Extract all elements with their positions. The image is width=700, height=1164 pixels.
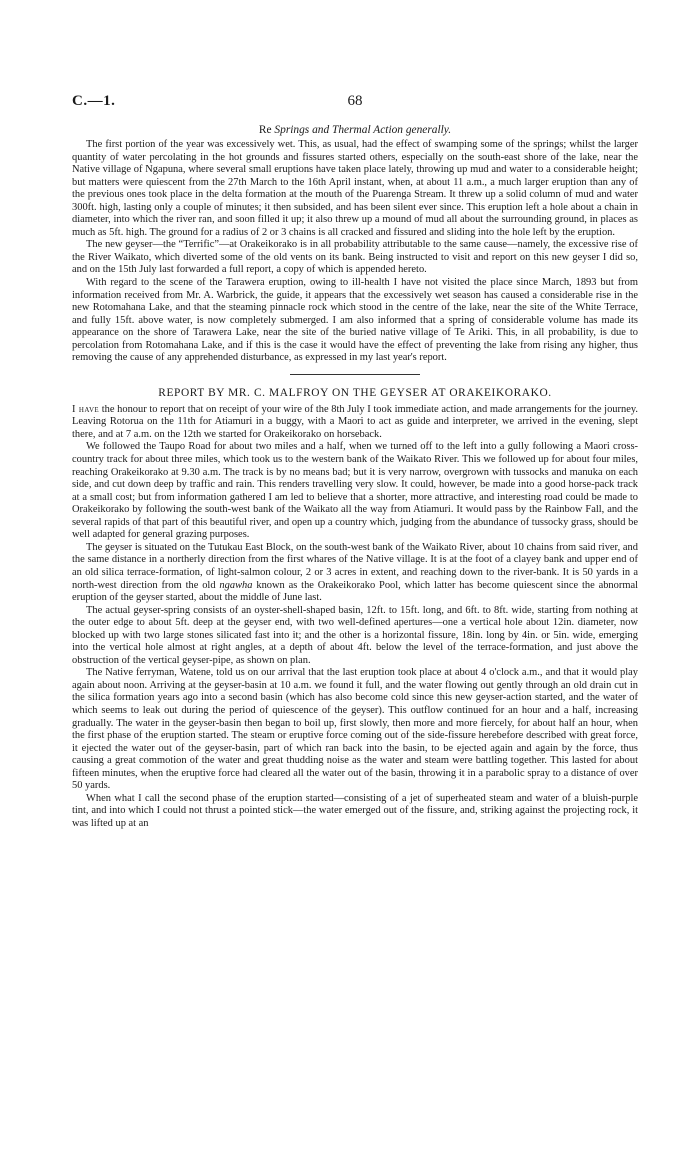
paragraph-text: known as the Orakeikorako Pool, which latter has become quiescent since the abnormal eruption of the geyser started, about the middle of June last. [72,579,638,604]
paragraph: We followed the Taupo Road for about two miles and a half, when we turned off to the left into a gully following a Maori cross-country track for about three miles, which took us to the western bank of the Waikato River. This we followed up for about four miles, reaching Orakeikorako at 9.30 a.m. The track is by no means bad; but it is very narrow, overgrown with tussocks and manuka on each side, and cut down deep by traffic and rain. This renders travelling very slow. It could, however, be made into a good horse-pack track at a small cost; but from information gathered I am led to believe that a shorter, more attractive, and interesting road could be made to Orakeikorako by following the south-west bank of the Waikato all the way from Atiamuri. It would pass by the Rainbow Fall, and the several rapids of that part of this beautiful river, and open up a country which, judging from the abundance of tussocky grass, should be well adapted for general grazing purposes. [72,441,638,541]
paragraph: The first portion of the year was excessively wet. This, as usual, had the effect of swamping some of the springs; whilst the larger quantity of water percolating in the hot grounds and fissures started others, especially on the south-east shore of the lake, near the Native village of Ngapuna, where several small eruptions have taken place lately, throwing up mud and water to a considerable height; but matters were quiescent from the 27th March to the 16th April instant, when, at about 11 a.m., a much larger eruption than any of the previous ones took place in the delta formation at the mouth of the Puarenga Stream. It threw up a solid column of mud and water 300ft. high, lasting only a couple of minutes; it then subsided, and has been silent ever since. This eruption left a hole about a chain in diameter, into which the river ran, and soon filled it up; it also threw up a mound of mud all about the surrounding ground, in places as much as 5ft. high. The ground for a radius of 2 or 3 chains is all cracked and fissured and sliding into the hole left by the eruption. [72,139,638,238]
section-heading-italic: Springs and Thermal Action generally. [274,124,452,136]
paragraph: When what I call the second phase of the eruption started—consisting of a jet of superheated steam and water of a bluish-purple tint, and into which I could not thrust a pointed stick—the water emerged out of the fissure, and, striking against the projecting rock, it was lifted up at an [72,792,638,829]
report-title: REPORT BY MR. C. MALFROY ON THE GEYSER AT ORAKEIKORAKO. [158,386,552,399]
opening-words: I have [72,403,100,415]
page-content [72,124,638,830]
paragraph [72,542,638,605]
paragraph: The actual geyser-spring consists of an oyster-shell-shaped basin, 12ft. to 15ft. long, and 6ft. to 8ft. wide, starting from nothing at the outer edge to about 5ft. deep at the geyser end, with two well-defined apertures—one a vertical hole about 12in. diameter, now blocked up with two large stones silicated fast into it; and the other is a horizontal fissure, 18in. long by 4in. or 5in. wide, emerging into the vertical hole almost at right angles, at a depth of about 4ft. below the level of the terrace-formation, and just above the obstruction of the vertical geyser-pipe, as shown on plan. [72,604,638,666]
section-heading-prefix: Re [258,124,272,136]
page-number: 68 [347,93,363,109]
document-reference: C.—1. [72,93,116,109]
paragraph: With regard to the scene of the Tarawera eruption, owing to ill-health I have not visited the place since March, 1893 but from information received from Mr. A. Warbrick, the guide, it appears that the excessively wet season has caused a considerable rise in the new Rotomahana Lake, and that the steaming pinnacle rock which stood in the centre of the lake, near the site of the White Terrace, and fully 15ft. above water, is now completely submerged. I am also informed that a spring of considerable volume has made its appearance on the shore of Tarawera Lake, near the site of the buried native village of Te Ariki. This, in all probability, is due to percolation from Rotomahana Lake, and if this is the case it would have the effect of preventing the lake from rising any higher, thus removing the cause of any apprehended disturbance, as expressed in my last year's report. [72,277,638,364]
section-divider [290,374,420,375]
section-heading [72,124,638,137]
paragraph-text: The geyser is situated on the Tutukau East Block, on the south-west bank of the Waikato River, about 10 chains from said river, and the same distance in a northerly direction from the first whares of the Native village. It is at the foot of a clayey bank and upper end of an old silica terrace-formation, of light-salmon colour, 2 or 3 acres in extent, and reaching down to the river-bank. It is 50 yards in a north-west direction from the old [72,541,638,591]
paragraph-text: the honour to report that on receipt of your wire of the 8th July I took immediate action, and made arrangements for the journey. Leaving Rotorua on the 11th for Atiamuri in a buggy, with a Maori to act as guide and interpreter, we arrived in the evening, slept there, and at 7 a.m. on the 12th we started for Orakeikorako on horseback. [72,403,638,440]
paragraph: The Native ferryman, Watene, told us on our arrival that the last eruption took place at about 4 o'clock a.m., and that it would play again about noon. Arriving at the geyser-basin at 10 a.m. we found it full, and the water flowing out gently through an old drain cut in the silica formation years ago into a second basin (which has also become cold since this new geyser-action started, and the water of which seems to leak out during the period of quiescence of the geyser). This outflow continued for an hour and a half, increasing gradually. The water in the geyser-basin then began to boil up, first slowly, then more and more fiercely, for about half an hour, when the first phase of the eruption started. The steam or eruptive force coming out of the side-fissure herebefore described with great force, it ejected the water out of the geyser-basin, part of which ran back into the basin, to be ejected again and again by the force, thus causing a great commotion of the water and great thudding noise as the water and steam were battling together. This lasted for about fifteen minutes, when the eruptive force had cleared all the water out of the basin, throwing it in a parabolic spray to a distance of over 50 yards. [72,667,638,792]
paragraph: The new geyser—the “Terrific”—at Orakeikorako is in all probability attributable to the same cause—namely, the excessive rise of the River Waikato, which diverted some of the old vents on its bank. Being instructed to visit and report on this new geyser I did so, and on the 15th July last forwarded a full report, a copy of which is appended hereto. [72,239,638,276]
page-header [72,93,638,113]
paragraph [72,404,638,442]
maori-term: ngawha [219,579,253,591]
